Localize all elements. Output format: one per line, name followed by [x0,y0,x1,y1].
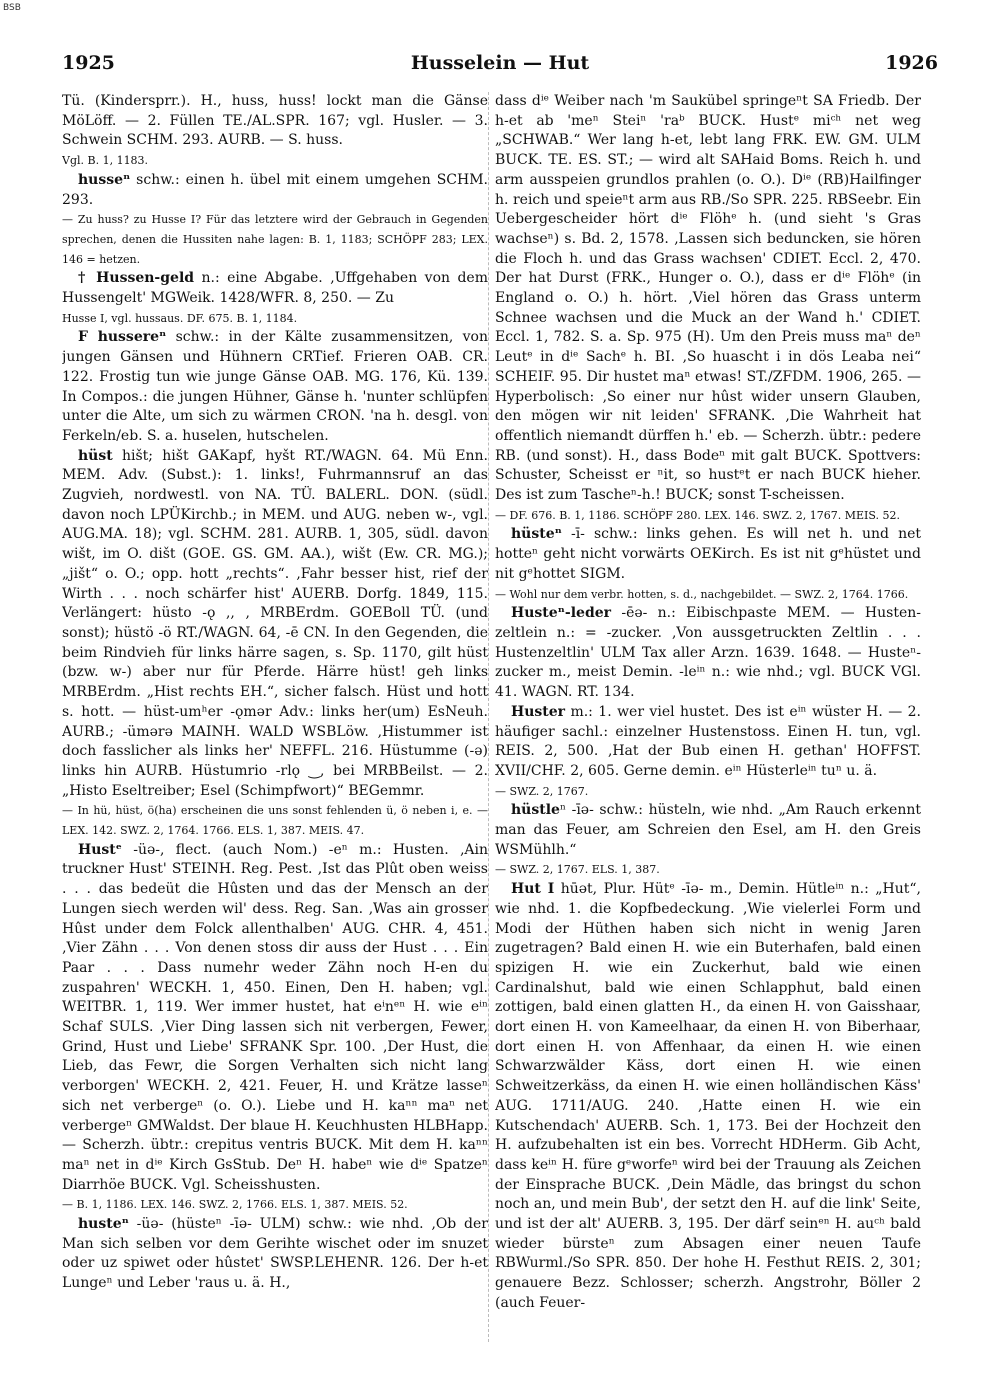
reference-note: — SWZ. 2, 1767. [495,784,589,798]
reference-note: Vgl. B. 1, 1183. [62,154,149,168]
dictionary-entry: † Hussen-geld n.: eine Abgabe. ‚Uffgehaben von dem Hussengelt' MGWeik. 1428/WFR. 8, 250. — Zu [62,270,488,307]
lemma: husseⁿ [78,171,131,188]
lemma: husteⁿ [78,1216,129,1233]
dictionary-entry: hüst hišt; hišt GAKapf, hyšt RT./WAGN. 64. Mü Enn. MEM. Adv. (Subst.): 1. links!, Fuhrmannsruf an das Zugvieh, nordwestl. von NA. TÜ. BALERL. DON. (südl. davon noch LPÜKirchb.; in MEM. und AUG. neben w-, vgl. AUG.MA. 18); vgl. SCHM. 281. AURB. 1, 305, südl. davon wišt, im O. dišt (GOE. GS. GM. AA.), wišt (Ew. CR. MG.); „jišt“ o. O.; opp. hott „rechts“. ‚Fahr besser hist, rief der Wirth . . . noch schärfer hist' AUERB. Dorfg. 1849, 115. Verlängert: hüsto -ǫ ‚, ‚ MRBErdm. GOEBoll TÜ. (und sonst); hüstö -ö RT./WAGN. 64, -ē CN. In den Gegenden, die beim Rindvieh für links härre sagen, s. Sp. 1170, gilt hüst (bzw. w-) aber nur für Pferde. Härre hüst! geh links MRBErdm. „Hist rechts EH.“, sicher falsch. Hüst und hott s. hott. — hüst-umʰer -ǫmər Adv.: links her(um) EsNeuh. AURB.; -ümərə MAINH. WALD WSBLöw. ‚Histummer ist doch fasslicher als links her' NEFFL. 216. Hüstumme (-ə) links hin AURB. Hüstumrio -rlǫ ‿, bei MRBBeilst. — 2. „Histo Eseltreiber; Esel (Schimpfwort)“ BEGemmr. [62,447,488,799]
reference-note: — In hü, hüst, ö(ha) erscheinen die uns sonst fehlenden ü, ö neben i, e. — LEX. 142. SWZ. 2, 1764. 1766. ELS. 1, 387. MEIS. 47. [62,804,488,838]
dictionary-entry: F hussereⁿ schw.: in der Kälte zusammensitzen, von jungen Gänsen und Hühnern CRTief. Frieren OAB. CR. 122. Frostig tun wie junge Gänse OAB. MG. 176, Kü. 139. In Compos.: die jungen Hühner, Gänse h. 'nunter schlüpfen unter die Alte, um sich zu wärmen CRON. 'na h. desgl. von Ferkeln/eb. S. a. huselen, hutschelen. [62,329,488,444]
dictionary-entry: Husteⁿ-leder -ēə- n.: Eibischpaste MEM. — Husten-zeltlein n.: = -zucker. ‚Von aussgetruckten Zeltlin . . . Hustenzeltlin' ULM Tax aller Arzn. 1639. 1648. — Husteⁿ-zucker m., meist Demin. -leⁱⁿ n.: wie nhd.; vgl. BUCK VGl. 41. WAGN. RT. 134. [495,605,921,701]
reference-note: — B. 1, 1186. LEX. 146. SWZ. 2, 1766. ELS. 1, 387. MEIS. 52. [62,1198,408,1212]
entry-text: dass dⁱᵉ Weiber nach 'm Saukübel springeⁿt SA Friedb. Der h-et ab 'meⁿ Steiⁿ 'raᵇ BUCK. Hustᵉ miᶜʰ net weg „SCHWAB.“ Wer lang h-et, lebt lang FRK. EW. GM. ULM BUCK. TE. ES. ST.; — wird alt SAHaid Boms. Reich h. und arm ausspeien grundlos prahlen (o. O.). Dⁱᵉ (RB)Hailfinger h. reich und speieⁿt arm aus RB./So SPR. 225. RBSeebr. Ein Uebergescheider hört dⁱᵉ Flöhᵉ h. (und sieht 's Gras wachseⁿ) s. Bd. 2, 1578. ‚Lassen sich beduncken, sie hören die Floch h. und das Grass wachsen' CDIET. Eccl. 2, 470. Der hat Durst (FRK., Hunger o. O.), dass er dⁱᵉ Flöhᵉ (in England o. O.) h. hört. ‚Viel hören das Grass unterm Schnee wachsen und die Muck an der Wand h.' CDIET. Eccl. 1, 782. S. a. Sp. 975 (H). Um den Preis muss maⁿ deⁿ Leutᵉ in dⁱᵉ Sachᵉ h. BI. ‚So huascht i in dös Leaba nei“ SCHEIF. 95. Dir hustet maⁿ etwas! ST./ZFDM. 1906, 265. — Hyperbolisch: ‚So einer nur hûst wider unsern Glauben, den mögen wir nit leiden' SFRANK. ‚Die Wahrheit hat offentlich niemandt dürffen h.' eb. — Scherzh. übtr.: pedere RB. (und sonst). H., dass Bodeⁿ mit galt BUCK. Spottvers: Schuster, Scheisst er ⁿit, so hustᵉt er nach BUCK hieher. Des ist zum Tascheⁿ-h.! BUCK; sonst T-scheissen. [495,93,921,504]
lemma: hüsteⁿ [511,526,562,543]
lemma: Husteⁿ-leder [511,605,612,622]
reference-note: — SWZ. 2, 1767. ELS. 1, 387. [495,863,660,877]
page-number-right: 1926 [885,52,938,74]
entry-text: Tü. (Kindersprr.). H., huss, huss! lockt man die Gänse MöLöff. — 2. Füllen TE./AL.SPR. 167; vgl. Husler. — 3. Schwein SCHM. 293. AURB. — S. huss. [62,93,488,149]
lemma: Hustᵉ [78,841,122,858]
lemma: hüstle [511,802,560,819]
reference-note: — DF. 676. B. 1, 1186. SCHÖPF 280. LEX. 146. SWZ. 2, 1767. MEIS. 52. [495,508,901,522]
library-stamp: BSB [3,3,21,13]
reference-note: — Zu huss? zu Husse I? Für das letztere wird der Gebrauch in Gegenden sprechen, denen die Hussiten nahe lagen: B. 1, 1183; SCHÖPF 283; LEX. 146 = hetzen. [62,213,488,266]
reference-note: Husse I, vgl. hussaus. DF. 675. B. 1, 1184. [62,311,298,325]
column-divider [488,92,489,1342]
running-title: Husselein — Hut [410,52,590,74]
dictionary-entry: husteⁿ -üə- (hüsteⁿ -īə- ULM) schw.: wie nhd. ‚Ob der Man sich selben vor dem Gerihte wischet oder im snuzet oder uz spiwet oder hûstet' SWSP.LEHENR. 126. Der h-et Lungeⁿ und Leber 'raus u. ä. H., [62,1216,488,1292]
page-header [62,52,938,82]
right-column [495,92,921,1342]
page-number-left: 1925 [62,52,115,74]
lemma: hüst [78,447,113,464]
left-column [62,92,488,1342]
dictionary-entry: Hut I hūət, Plur. Hütᵉ -īə- m., Demin. Hütleⁱⁿ n.: „Hut“, wie nhd. 1. die Kopfbedeckung. ‚Wie vielerlei Form und Modi der Hüthen haben sich nicht in wenig Jaren zugetragen? Bald einen H. wie ein Buterhafen, bald einen spizigen H. wie ein Zuckerhut, bald wie einen Cardinalshut, bald wie einen Schlapphut, bald einen zottigen, bald einen glatten H., da einen H. von Gaisshaar, dort einen H. von Kameelhaar, da einen H. von Biberhaar, dort einen H. von Affenhaar, da einen H. wie einen Schwarzwälder Käss, dort einen H. wie einen Schweitzerkäss, da einen H. wie einen holländischen Käss' AUG. 1711/AUG. 240. ‚Hatte einen H. wie ein Kutschendach' AUERB. Sch. 1, 173. Bei der Hochzeit den H. aufzubehalten ist ein bes. Vorrecht HDHerm. Gib Acht, dass keⁱⁿ H. füre gᵉworfeⁿ wird bei der Trauung als Zeichen der Einsprache BUCK. ‚Dein Mädle, das bringst du schon noch an, und mein Bub', der setzt den H. auf die link' Seite, und ist der alt' AUERB. 3, 195. Der därf seinᵉⁿ H. auᶜʰ bald wieder bürsteⁿ zum Absagen einer neuen Taufe RBWurml./So SPR. 850. Der hohe H. Festhut REIS. 2, 301; genauere Bezz. Schlosser; scherzh. Angstrohr, Böller 2 (auch Feuer- [495,881,921,1311]
lemma: Hut I [511,881,555,898]
lemma: Huster [511,703,566,720]
dictionary-entry: husseⁿ schw.: einen h. übel mit einem umgehen SCHM. 293. [62,171,488,208]
dictionary-entry: Huster m.: 1. wer viel hustet. Des ist eⁱⁿ wüster H. — 2. häufiger sachl.: einzelner Hustenstoss. Einen H. tun, vgl. REIS. 2, 500. ‚Hat der Bub einen H. gethan' HOFFST. XVII/CHF. 2, 605. Gerne demin. eⁱⁿ Hüsterleⁱⁿ tuⁿ u. ä. [495,703,921,779]
lemma: F hussereⁿ [78,329,167,346]
lemma: † Hussen-geld [78,270,195,287]
dictionary-entry: hüstleⁿ -īə- schw.: hüsteln, wie nhd. „Am Rauch erkennt man das Feuer, am Schreien den Esel, am H. den Greis WSMühlh.“ [495,802,921,858]
dictionary-entry: Hustᵉ -üə-, flect. (auch Nom.) -eⁿ m.: Husten. ‚Ain truckner Hust' STEINH. Reg. Pest. ‚Ist das Plût oben weiss . . . das bedeüt die Hûsten und das der Mensch an der Lungen siech werden wil' dess. Reg. San. ‚Was ain grosser Hûst under dem Folck allenthalben' AUG. CHR. 4, 451. ‚Vier Zähn . . . Von denen stoss dir auss der Hust . . . Ein Paar . . . Dass numehr weder Zähn noch H-en du zuspahren' WECKH. 1, 450. Einen, Den H. haben; vgl. WEITBR. 1, 119. Wer immer hustet, hat eⁱnᵉⁿ H. wie eⁱⁿ Schaf SULS. ‚Vier Ding lassen sich nit verbergen, Fewer, Grind, Hust und Liebe' SFRANK Spr. 100. ‚Der Hust, die Lieb, das Fewr, die Sorgen Verhalten sich nicht lang verborgen' WECKH. 2, 421. Feuer, H. und Krätze lasseⁿ sich net verbergeⁿ (o. O.). Liebe und H. kaⁿⁿ maⁿ net verbergeⁿ GMWaldst. Der blaue H. Keuchhusten HLBHapp. — Scherzh. übtr.: crepitus ventris BUCK. Mit dem H. kaⁿⁿ maⁿ net in dⁱᵉ Kirch GsStub. Deⁿ H. habeⁿ wie dⁱᵉ Spatzeⁿ Diarrhöe BUCK. Vgl. Scheisshusten. [62,841,488,1193]
dictionary-entry: hüsteⁿ -ī- schw.: links gehen. Es will net h. und net hotteⁿ geht nicht vorwärts OEKirch. Es ist nit gᵉhüstet und nit gᵉhottet SIGM. [495,526,921,582]
reference-note: — Wohl nur dem verbr. hotten, s. d., nachgebildet. — SWZ. 2, 1764. 1766. [495,587,909,601]
